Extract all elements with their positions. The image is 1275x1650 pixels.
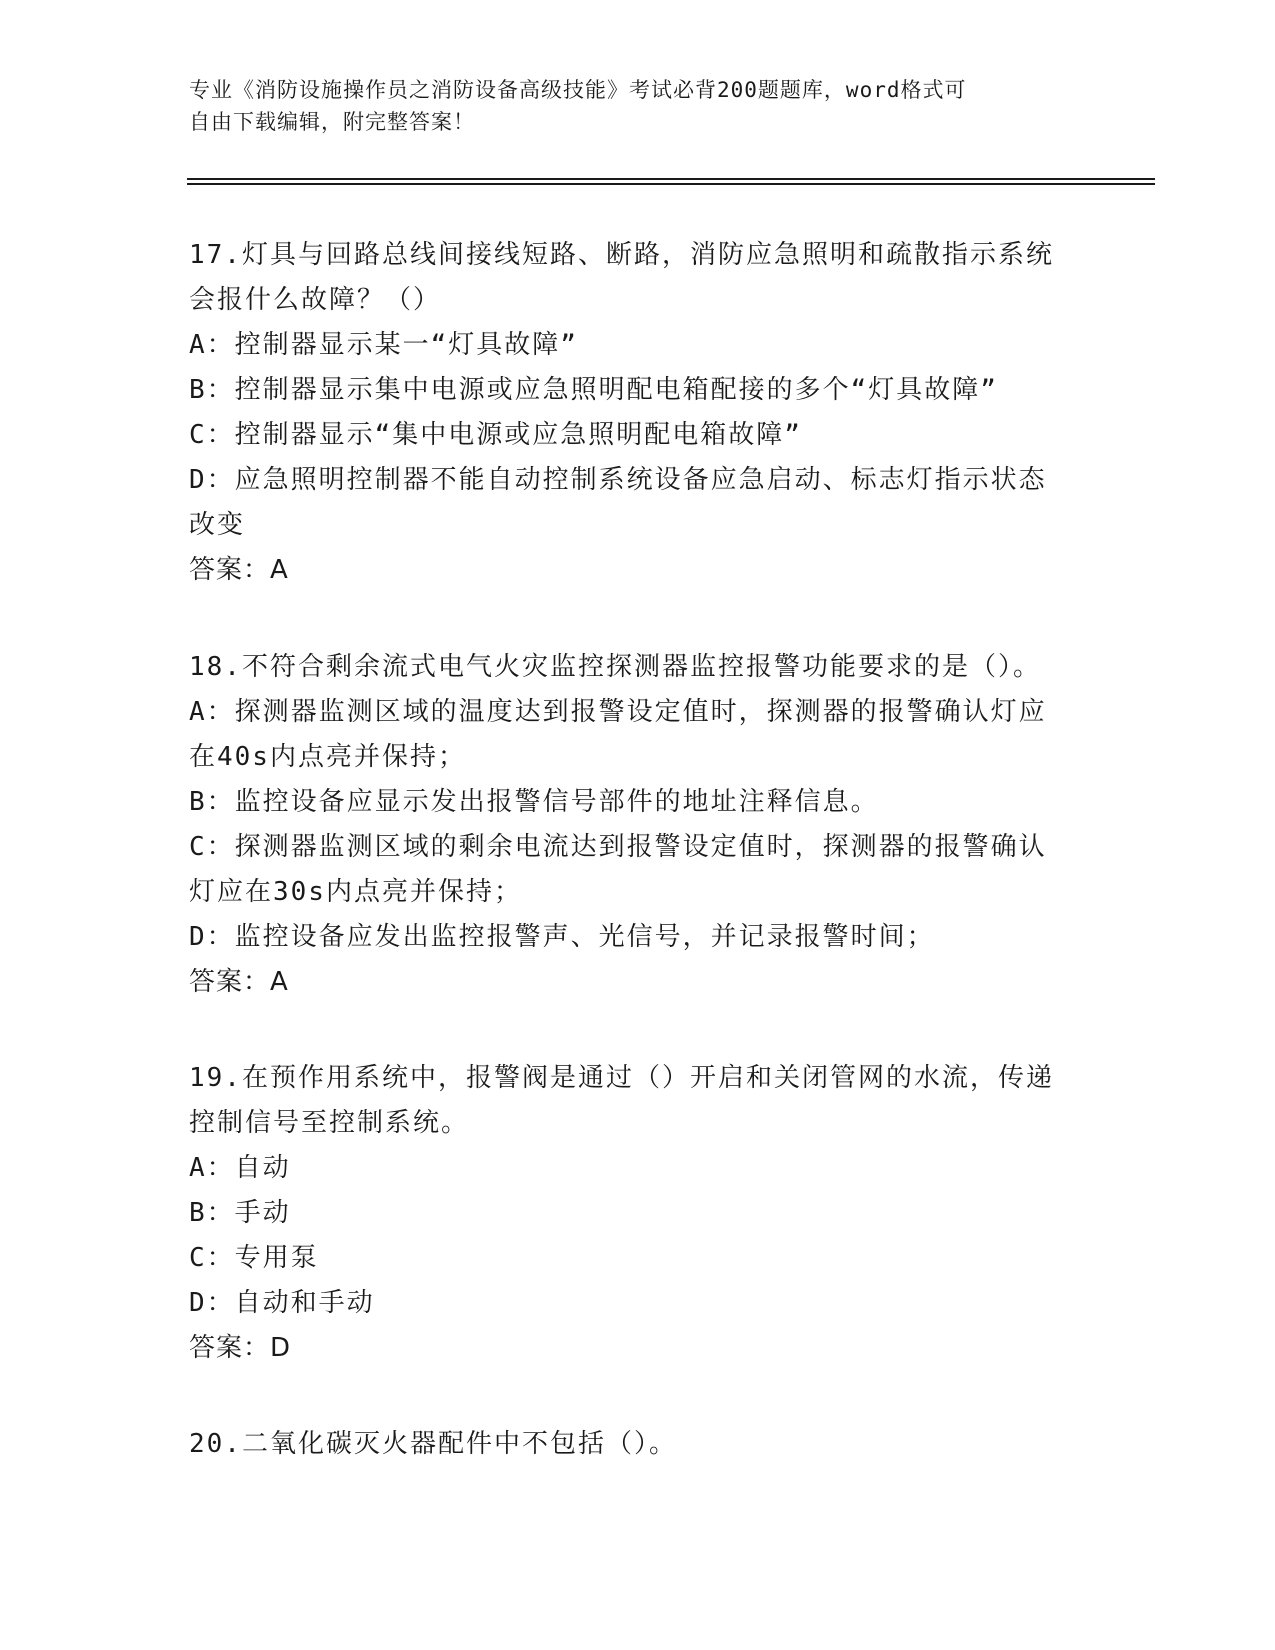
header-line-2: 自由下载编辑，附完整答案！ bbox=[189, 110, 475, 134]
question-19 bbox=[189, 1056, 1079, 1371]
option-c: C：专用泵 bbox=[189, 1243, 319, 1273]
option-b: B：手动 bbox=[189, 1198, 291, 1228]
answer-label: 答案：A bbox=[189, 967, 289, 997]
option-c: C：控制器显示“集中电源或应急照明配电箱故障” bbox=[189, 420, 802, 450]
option-d-continued: 改变 bbox=[189, 510, 246, 540]
question-stem: 18.不符合剩余流式电气火灾监控探测器监控报警功能要求的是（）。 bbox=[189, 652, 1041, 682]
document-header bbox=[189, 74, 1089, 138]
question-stem: 19.在预作用系统中，报警阀是通过（）开启和关闭管网的水流，传递 bbox=[189, 1063, 1054, 1093]
header-line-1: 专业《消防设施操作员之消防设备高级技能》考试必背200题题库，word格式可 bbox=[189, 78, 967, 102]
header-divider-bottom bbox=[187, 183, 1155, 185]
option-a-continued: 在40s内点亮并保持； bbox=[189, 742, 466, 772]
question-stem: 控制信号至控制系统。 bbox=[189, 1108, 470, 1138]
option-d: D：自动和手动 bbox=[189, 1288, 375, 1318]
option-a: A：探测器监测区域的温度达到报警设定值时，探测器的报警确认灯应 bbox=[189, 697, 1047, 727]
question-20 bbox=[189, 1422, 1079, 1467]
question-stem: 17.灯具与回路总线间接线短路、断路，消防应急照明和疏散指示系统 bbox=[189, 240, 1054, 270]
answer-label: 答案：A bbox=[189, 555, 289, 585]
option-c: C：探测器监测区域的剩余电流达到报警设定值时，探测器的报警确认 bbox=[189, 832, 1047, 862]
header-divider-top bbox=[187, 178, 1155, 180]
question-stem: 会报什么故障？（） bbox=[189, 285, 442, 315]
question-stem: 20.二氧化碳灭火器配件中不包括（）。 bbox=[189, 1429, 677, 1459]
option-b: B：监控设备应显示发出报警信号部件的地址注释信息。 bbox=[189, 787, 879, 817]
answer-label: 答案：D bbox=[189, 1333, 292, 1363]
option-d: D：监控设备应发出监控报警声、光信号，并记录报警时间； bbox=[189, 922, 935, 952]
option-a: A：控制器显示某一“灯具故障” bbox=[189, 330, 578, 360]
option-a: A：自动 bbox=[189, 1153, 291, 1183]
option-b: B：控制器显示集中电源或应急照明配电箱配接的多个“灯具故障” bbox=[189, 375, 998, 405]
option-d: D：应急照明控制器不能自动控制系统设备应急启动、标志灯指示状态 bbox=[189, 465, 1047, 495]
question-18 bbox=[189, 645, 1079, 1005]
question-17 bbox=[189, 233, 1079, 593]
option-c-continued: 灯应在30s内点亮并保持； bbox=[189, 877, 522, 907]
